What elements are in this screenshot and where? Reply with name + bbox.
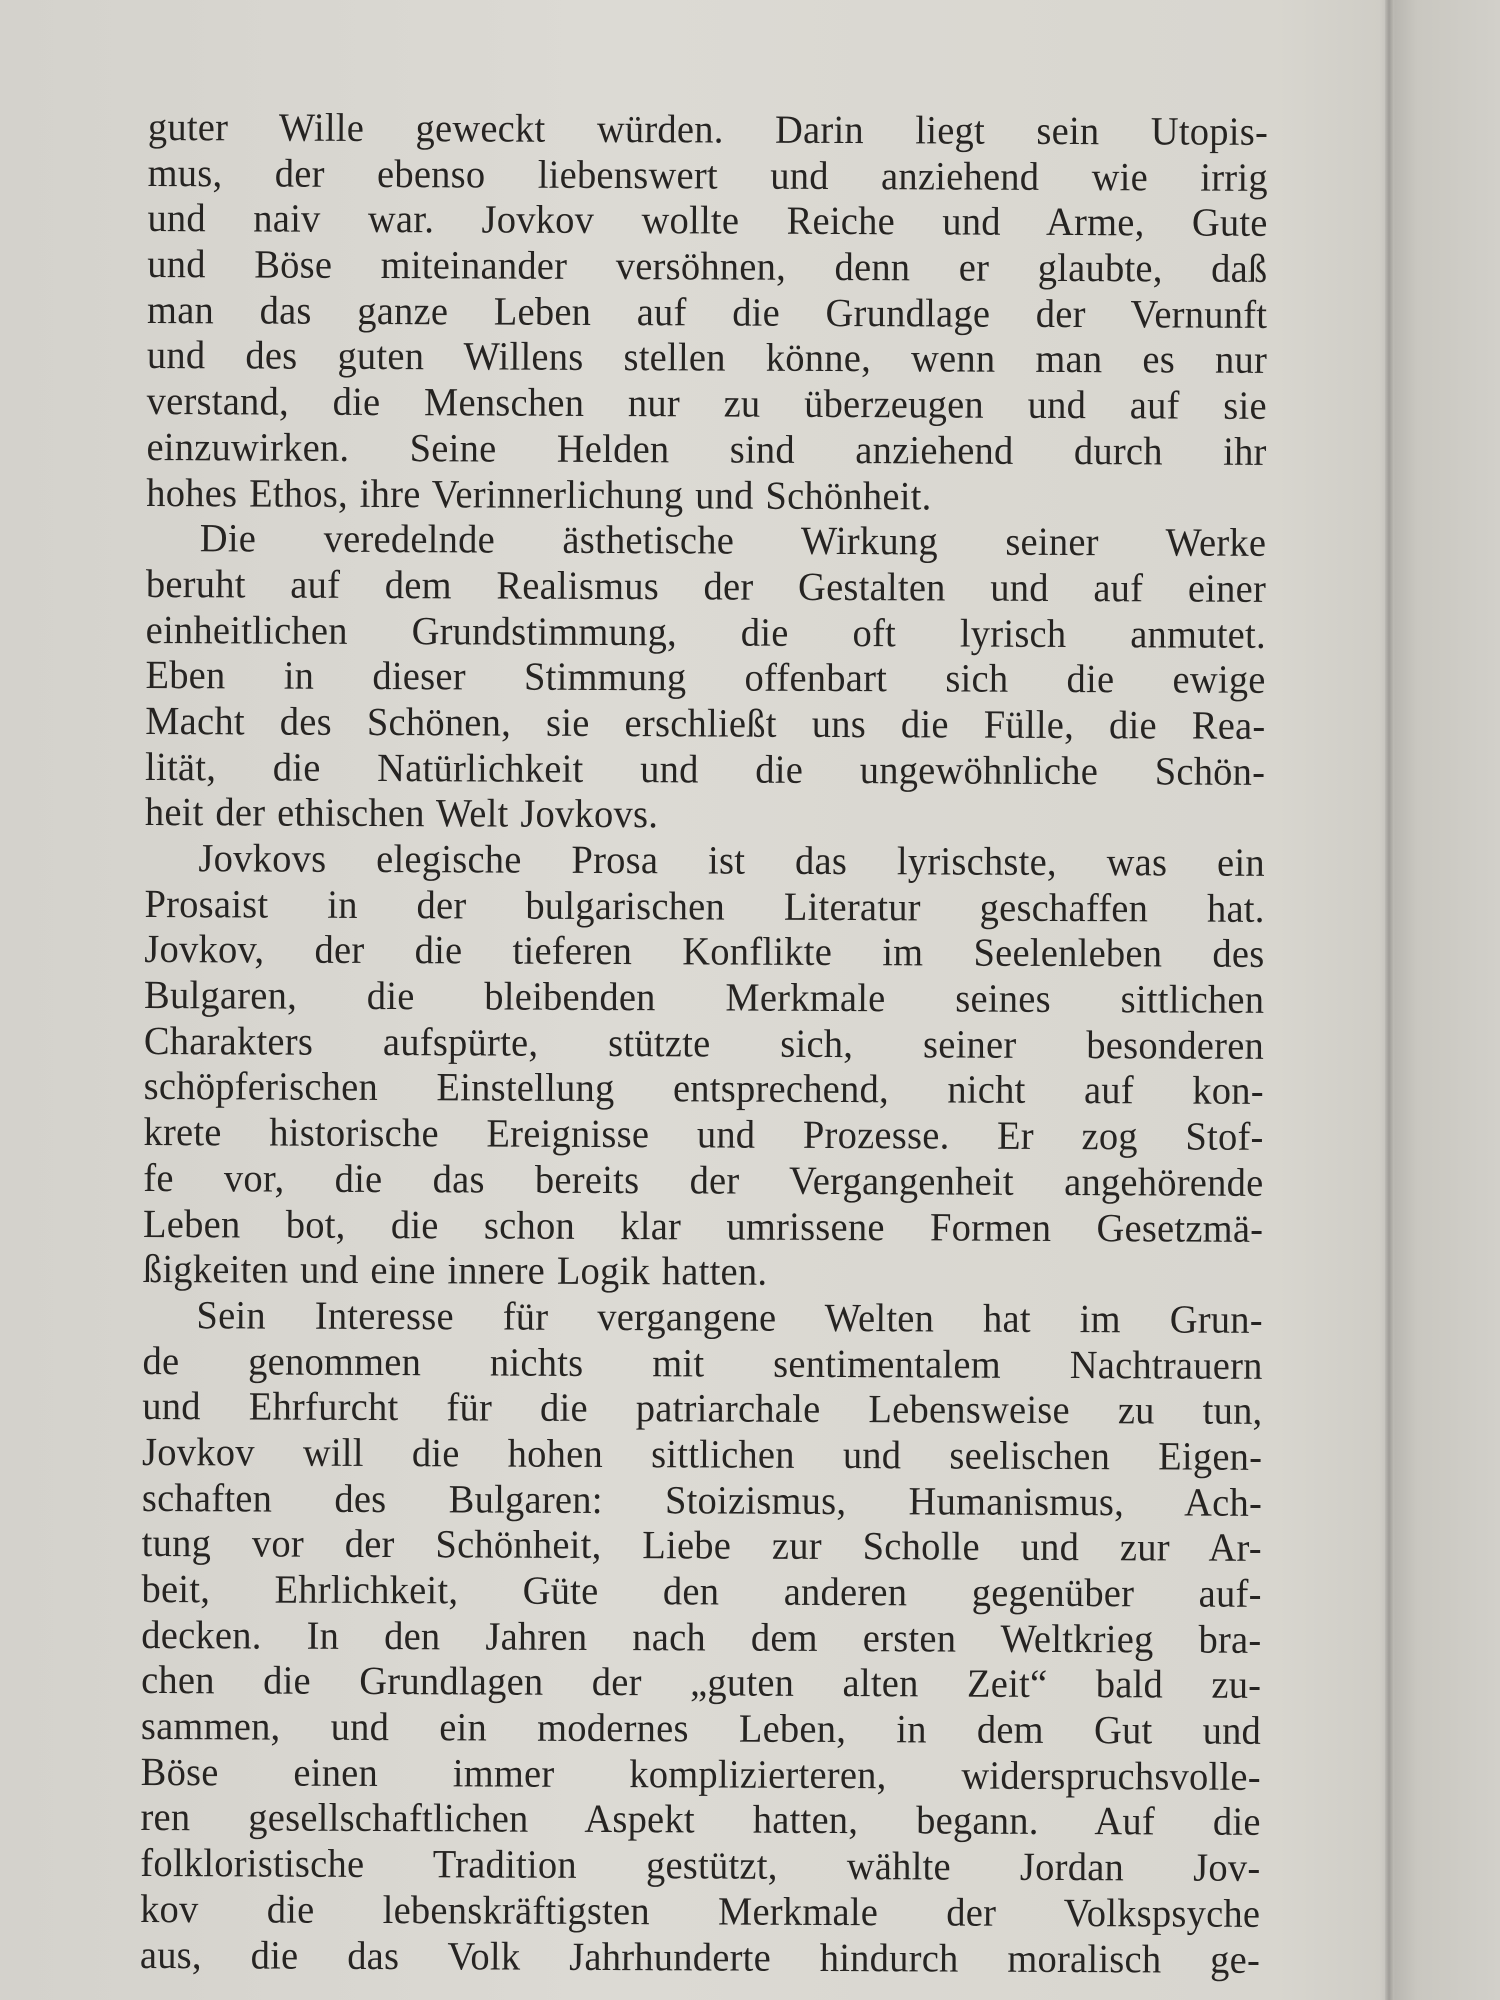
text-line: Jovkov will die hohen sittlichen und seelischen Eigen- (142, 1428, 1263, 1479)
text-line: und Ehrfurcht für die patriarchale Lebensweise zu tun, (142, 1383, 1263, 1434)
text-line: ren gesellschaftlichen Aspekt hatten, begann. Auf die (140, 1794, 1261, 1845)
text-line: Jovkovs elegische Prosa ist das lyrischste, was ein (198, 835, 1265, 885)
text-line: krete historische Ereignisse und Prozesse. Er zog Stof- (143, 1109, 1264, 1160)
text-line: und des guten Willens stellen könne, wenn man es nur (146, 332, 1268, 383)
paragraph (143, 835, 1267, 1297)
text-line: Jovkov, der die tieferen Konflikte im Seelenleben des (144, 926, 1265, 977)
text-line: fe vor, die das bereits der Vergangenheit angehörende (143, 1154, 1264, 1205)
text-line: Prosaist in der bulgarischen Literatur geschaffen hat. (144, 880, 1265, 931)
paragraph (140, 1292, 1265, 1982)
paragraph (145, 515, 1268, 840)
text-line: Charakters aufspürte, stützte sich, seiner besonderen (143, 1017, 1265, 1068)
text-line: einheitlichen Grundstimmung, die oft lyrisch anmutet. (145, 606, 1266, 657)
text-line: beruht auf dem Realismus der Gestalten und auf einer (145, 560, 1267, 611)
text-line: heit der ethischen Welt Jovkovs. (144, 789, 659, 837)
text-line: Sein Interesse für vergangene Welten hat im Grun- (196, 1292, 1264, 1342)
text-line: guter Wille geweckt würden. Darin liegt sein Utopis- (147, 104, 1269, 154)
text-line: Eben in dieser Stimmung offenbart sich die ewige (145, 652, 1266, 703)
text-line: folkloristische Tradition gestützt, wählte Jordan Jov- (140, 1840, 1261, 1890)
text-line: Leben bot, die schon klar umrissene Formen Gesetzmä- (143, 1200, 1264, 1251)
text-line: einzuwirken. Seine Helden sind anziehend durch ihr (146, 423, 1267, 474)
text-line: man das ganze Leben auf die Grundlage der Vernunft (147, 286, 1268, 337)
text-line: Böse einen immer komplizierteren, widerspruchsvolle- (140, 1748, 1262, 1799)
text-line: hohes Ethos, ihre Verinnerlichung und Schönheit. (146, 469, 932, 518)
text-line: kov die lebenskräftigsten Merkmale der Volkspsyche (140, 1885, 1261, 1936)
text-line: ßigkeiten und eine innere Logik hatten. (142, 1246, 768, 1294)
text-line: Die veredelnde ästhetische Wirkung seiner Werke (199, 515, 1267, 566)
text-line: Macht des Schönen, sie erschließt uns die Fülle, die Rea- (145, 697, 1266, 748)
text-line: aus, die das Volk Jahrhunderte hindurch moralisch ge- (139, 1931, 1261, 1982)
text-line: sammen, und ein modernes Leben, in dem Gut und (140, 1703, 1262, 1753)
text-line: mus, der ebenso liebenswert und anziehend wie irrig (147, 149, 1268, 200)
text-line: verstand, die Menschen nur zu überzeugen und auf sie (146, 378, 1267, 429)
page-gutter-shadow (1385, 0, 1393, 2000)
text-line: schöpferischen Einstellung entsprechend, nicht auf kon- (143, 1063, 1265, 1114)
text-line: decken. In den Jahren nach dem ersten Weltkrieg bra- (141, 1611, 1262, 1662)
text-line: schaften des Bulgaren: Stoizismus, Humanismus, Ach- (141, 1474, 1263, 1525)
paragraph (146, 104, 1270, 520)
text-line: beit, Ehrlichkeit, Güte den anderen gegenüber auf- (141, 1565, 1262, 1616)
text-line: und naiv war. Jovkov wollte Reiche und Arme, Gute (147, 195, 1268, 246)
text-line: chen die Grundlagen der „guten alten Zeit“ bald zu- (141, 1657, 1262, 1708)
text-line: de genommen nichts mit sentimentalem Nachtrauern (142, 1337, 1263, 1388)
text-line: lität, die Natürlichkeit und die ungewöhnliche Schön- (145, 743, 1266, 794)
book-page-text (140, 104, 1270, 1982)
text-line: Bulgaren, die bleibenden Merkmale seines sittlichen (144, 972, 1265, 1022)
text-line: tung vor der Schönheit, Liebe zur Scholle und zur Ar- (141, 1520, 1263, 1571)
text-line: und Böse miteinander versöhnen, denn er glaubte, daß (147, 241, 1268, 291)
